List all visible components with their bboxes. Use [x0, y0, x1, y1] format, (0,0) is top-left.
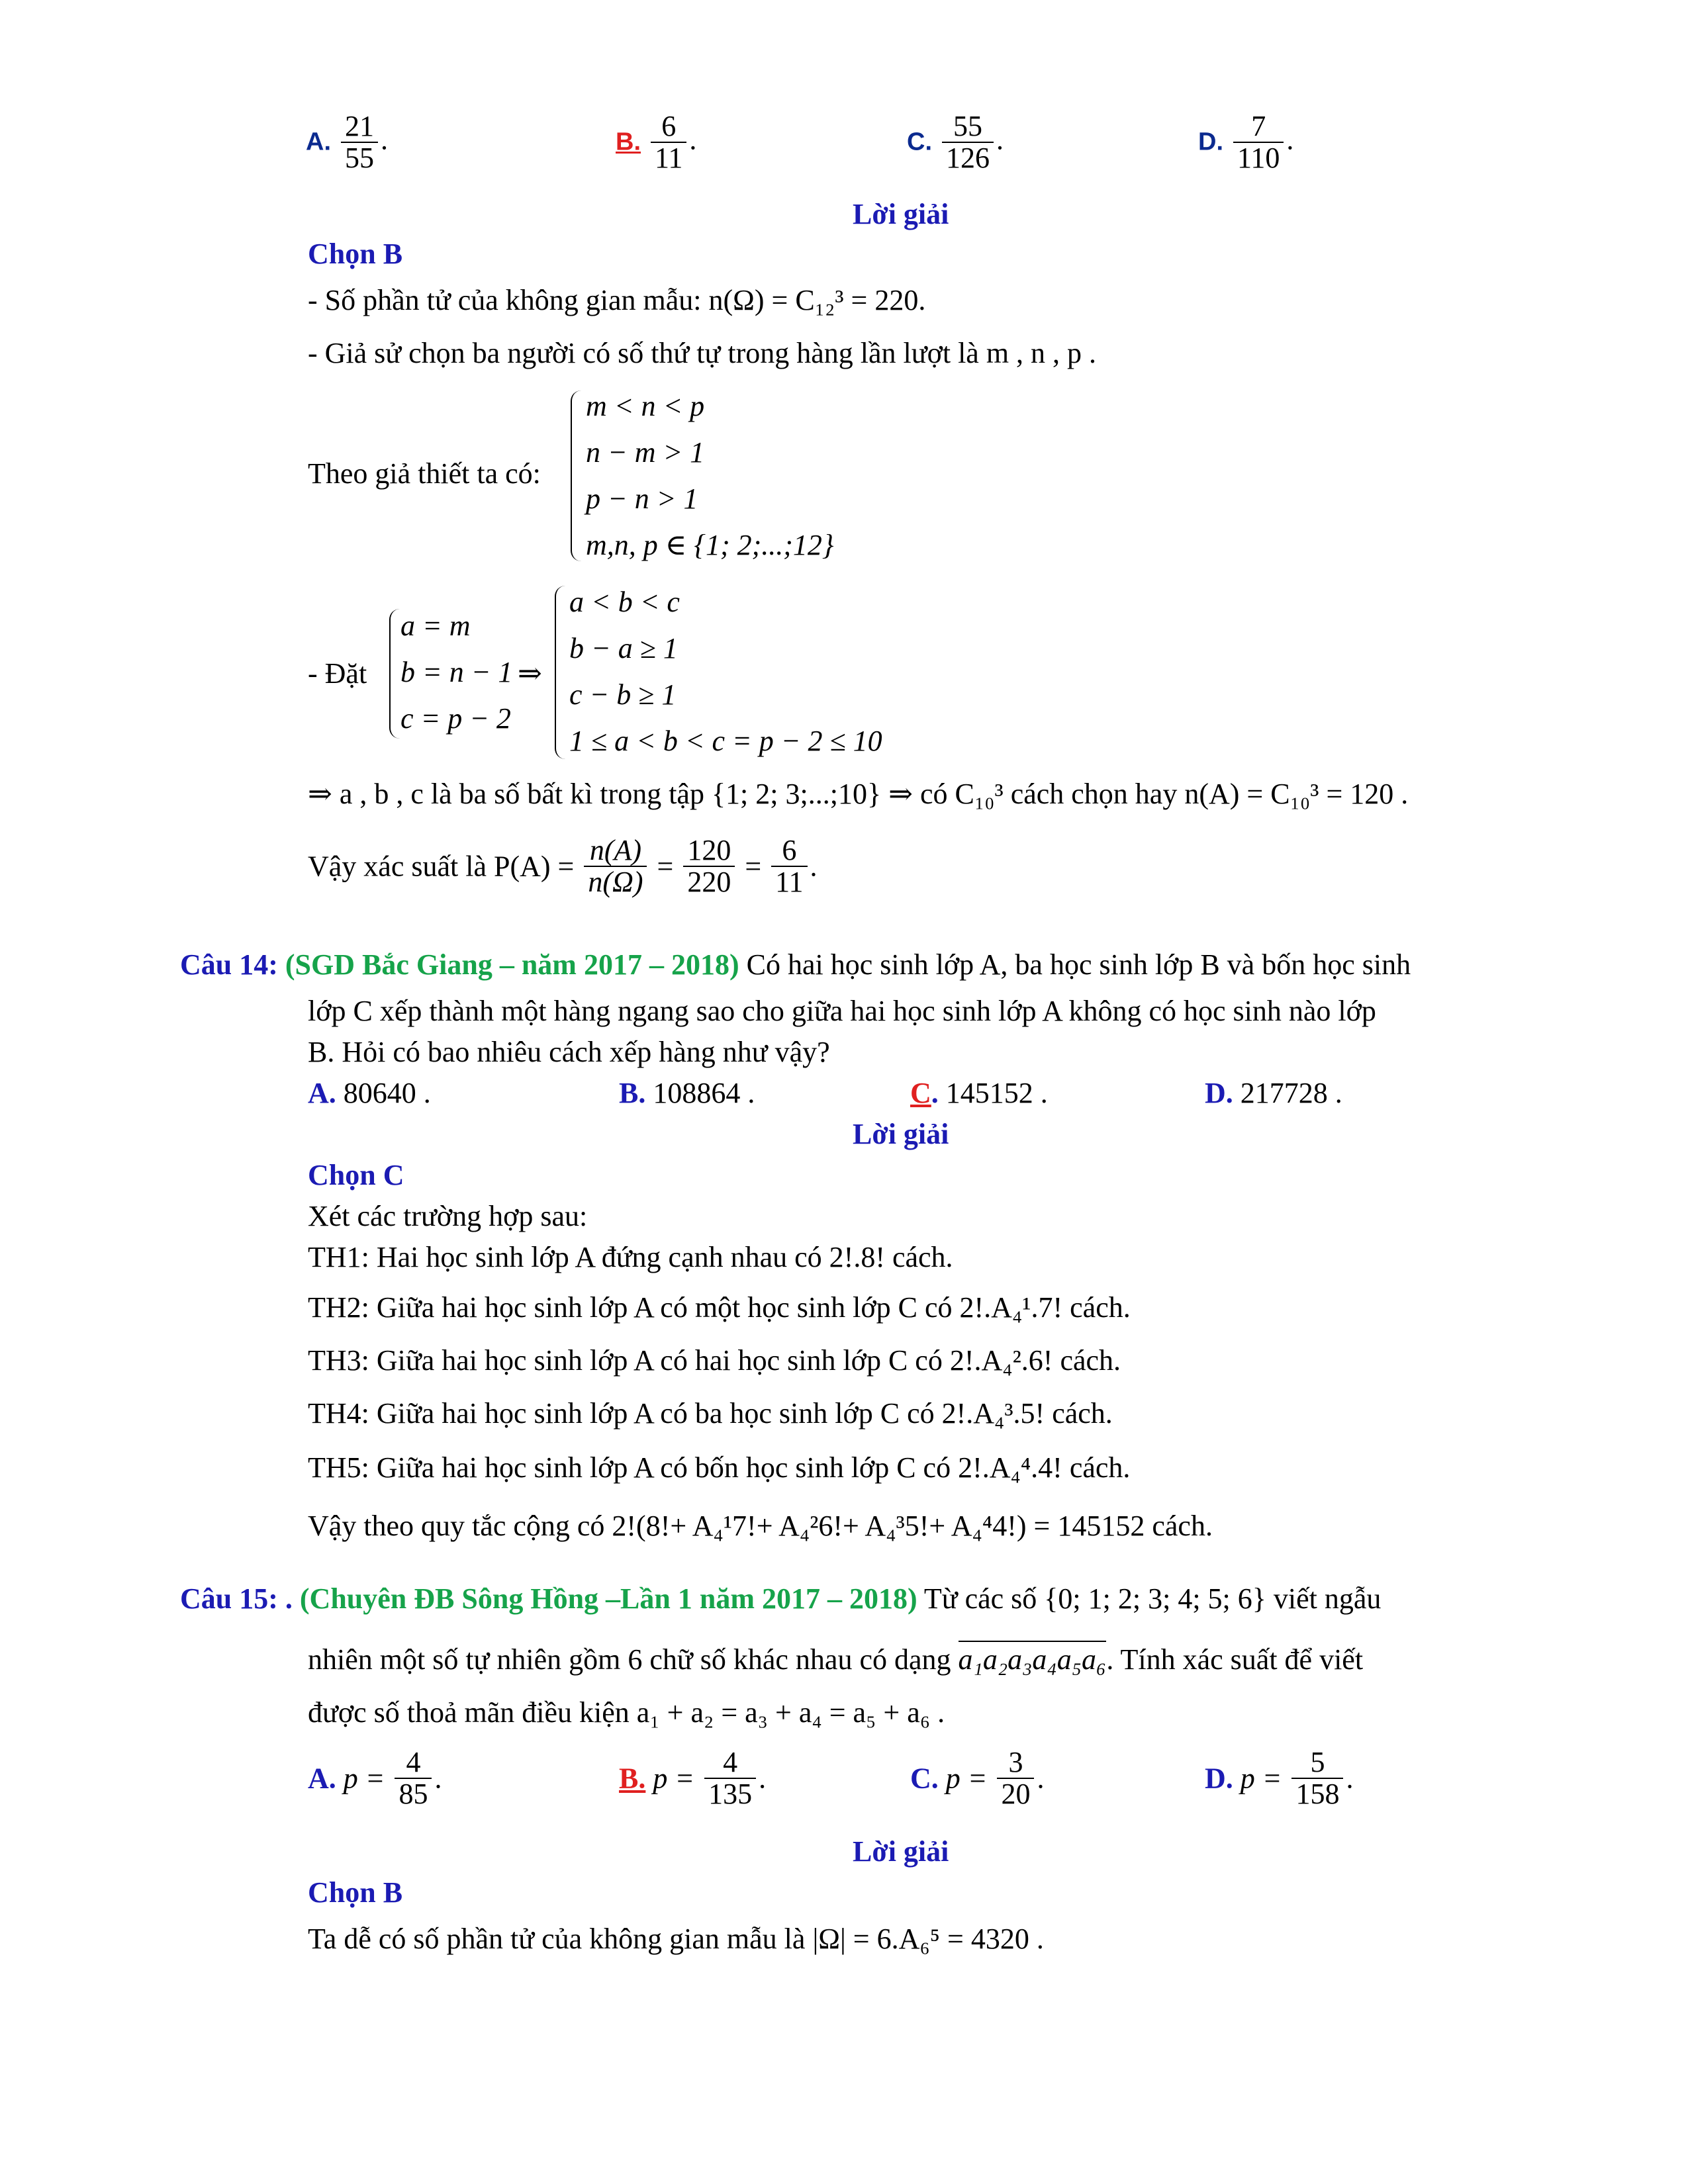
q14-option-c [910, 1076, 1048, 1110]
question-text: Có hai học sinh lớp A, ba học sinh lớp B và bốn học sinh [746, 948, 1411, 981]
q14-case-5: TH5: Giữa hai học sinh lớp A có bốn học sinh lớp C có 2!.A₄⁴.4! cách. [308, 1451, 1131, 1484]
option-letter: A. [308, 1762, 336, 1795]
text-segment: nhiên một số tự nhiên gồm 6 chữ số khác nhau có dạng [308, 1643, 951, 1676]
q13-line3: ⇒ a , b , c là ba số bất kì trong tập {1; 2; 3;...;10} ⇒ có C₁₀³ cách chọn hay n(A) = C₁₀³ = 120 . [308, 778, 1409, 810]
system-line: c = p − 2 [400, 702, 511, 735]
q14-case-3: TH3: Giữa hai học sinh lớp A có hai học sinh lớp C có 2!.A₄².6! cách. [308, 1344, 1121, 1377]
q13-solution-title: Lời giải [853, 198, 949, 230]
numerator: 55 [942, 111, 994, 143]
system-line: p − n > 1 [586, 482, 698, 515]
q14-cases-intro: Xét các trường hợp sau: [308, 1200, 588, 1232]
option-letter: D. [1205, 1762, 1233, 1795]
q13-set-label: - Đặt [308, 657, 367, 690]
q13-line2: - Giả sử chọn ba người có số thứ tự trong hàng lần lượt là m , n , p . [308, 337, 1097, 369]
q15-text-line2 [308, 1643, 1363, 1676]
option-letter: C. [910, 1762, 939, 1795]
question-label: Câu 15: . [180, 1582, 293, 1615]
numerator: n(A) [584, 835, 647, 867]
q14-total: Vậy theo quy tắc cộng có 2!(8!+ A₄¹7!+ A₄²6!+ A₄³5!+ A₄⁴4!) = 145152 cách. [308, 1510, 1213, 1542]
q15-option-b: B. p = $\frac{4}{135}$ . [619, 1746, 767, 1811]
q14-case-2: TH2: Giữa hai học sinh lớp A có một học sinh lớp C có 2!.A₄¹.7! cách. [308, 1291, 1131, 1324]
numerator: 5 [1291, 1747, 1343, 1779]
denominator: 220 [687, 866, 731, 899]
denominator: 135 [708, 1778, 753, 1811]
denominator: 55 [345, 142, 374, 175]
q15-option-c: C. p = $\frac{3}{20}$ . [910, 1746, 1045, 1811]
q13-probability: Vậy xác suất là P(A) = $\frac{n(A)}{n(\Omega)}$ = $\frac{120}{220}$ = $\frac{6}{11}$ . [308, 834, 818, 899]
option-letter-correct: B. [619, 1762, 646, 1795]
q13-option-b: B. $\frac{6}{11}$ . [616, 110, 697, 175]
option-letter: D. [1198, 128, 1223, 156]
numerator: 4 [704, 1747, 756, 1779]
option-letter: A. [308, 1077, 336, 1109]
option-letter: D. [1205, 1077, 1233, 1109]
numerator: 6 [651, 111, 686, 143]
q13-assume-label: Theo giả thiết ta có: [308, 457, 541, 490]
q15-option-d: D. p = $\frac{5}{158}$ . [1205, 1746, 1354, 1811]
q13-option-a: A. $\frac{21}{55}$ . [306, 110, 388, 175]
q15-solution-title: Lời giải [853, 1835, 949, 1868]
left-brace [571, 390, 584, 561]
option-letter: B. [619, 1077, 646, 1109]
question-text: Từ các số {0; 1; 2; 3; 4; 5; 6} viết ngẫu [923, 1582, 1382, 1615]
option-value: 145152 . [945, 1077, 1048, 1109]
q15-option-a: A. p = $\frac{4}{85}$ . [308, 1746, 442, 1811]
question-label: Câu 14: [180, 948, 278, 981]
overlined-number: a₁a₂a₃a₄a₅a₆ [959, 1641, 1107, 1676]
numerator: 4 [395, 1747, 432, 1779]
text-segment: . Tính xác suất để viết [1106, 1643, 1364, 1676]
q14-option-a [308, 1076, 431, 1110]
denominator: 20 [1001, 1778, 1031, 1811]
q14-text-line3: B. Hỏi có bao nhiêu cách xếp hàng như vậy? [308, 1036, 830, 1068]
option-prefix: p = [945, 1762, 988, 1795]
numerator: 120 [683, 835, 735, 867]
option-value: 80640 . [343, 1077, 431, 1109]
system-line: n − m > 1 [586, 436, 705, 469]
q14-solution-title: Lời giải [853, 1118, 949, 1150]
left-brace [555, 586, 568, 759]
q14-text-line2: lớp C xếp thành một hàng ngang sao cho giữa hai học sinh lớp A không có học sinh nào lớp [308, 995, 1376, 1027]
denominator: 126 [946, 142, 990, 175]
q14-option-b [619, 1076, 755, 1110]
system-line: m,n, p ∈ {1; 2;...;12} [586, 529, 834, 561]
q15-chosen: Chọn B [308, 1876, 403, 1909]
q15-line1: Ta dễ có số phần tử của không gian mẫu là |Ω| = 6.A₆⁵ = 4320 . [308, 1923, 1044, 1955]
numerator: 21 [341, 111, 378, 143]
system-line: 1 ≤ a < b < c = p − 2 ≤ 10 [569, 725, 882, 757]
option-prefix: p = [1240, 1762, 1282, 1795]
option-prefix: p = [343, 1762, 385, 1795]
option-letter: C. [907, 128, 932, 156]
denominator: 11 [655, 142, 683, 175]
option-prefix: p = [653, 1762, 695, 1795]
denominator: 85 [399, 1778, 428, 1811]
question-source: (SGD Bắc Giang – năm 2017 – 2018) [285, 948, 739, 981]
option-letter-correct: C [910, 1077, 931, 1109]
system-line: b − a ≥ 1 [569, 632, 678, 664]
q14-chosen: Chọn C [308, 1159, 404, 1191]
implies-arrow: ⇒ [518, 657, 542, 690]
numerator: 6 [771, 835, 807, 867]
question-source: (Chuyên ĐB Sông Hồng –Lần 1 năm 2017 – 2018) [299, 1582, 917, 1615]
q15-header [180, 1582, 1381, 1615]
system-line: m < n < p [586, 390, 705, 422]
denominator: 110 [1237, 142, 1280, 175]
q13-option-c: C. $\frac{55}{126}$ . [907, 110, 1004, 175]
denominator: 11 [775, 866, 804, 899]
q14-case-4: TH4: Giữa hai học sinh lớp A có ba học sinh lớp C có 2!.A₄³.5! cách. [308, 1397, 1113, 1430]
system-line: a = m [400, 610, 471, 642]
q14-header [180, 948, 1411, 981]
option-letter: A. [306, 128, 331, 156]
q13-line1: - Số phần tử của không gian mẫu: n(Ω) = C₁₂³ = 220. [308, 284, 926, 316]
q14-option-d [1205, 1076, 1342, 1110]
q14-case-1: TH1: Hai học sinh lớp A đứng cạnh nhau có 2!.8! cách. [308, 1241, 953, 1273]
q13-chosen: Chọn B [308, 238, 403, 270]
system-line: c − b ≥ 1 [569, 678, 677, 711]
q13-option-d: D. $\frac{7}{110}$ . [1198, 110, 1294, 175]
numerator: 3 [997, 1747, 1034, 1779]
denominator: 158 [1295, 1778, 1340, 1811]
left-brace [389, 609, 401, 739]
system-line: b = n − 1 [400, 656, 513, 688]
system-line: a < b < c [569, 586, 680, 618]
numerator: 7 [1233, 111, 1284, 143]
denominator: n(Ω) [588, 866, 643, 899]
q15-text-line3: được số thoả mãn điều kiện a₁ + a₂ = a₃ + a₄ = a₅ + a₆ . [308, 1696, 945, 1729]
option-value: 108864 . [653, 1077, 755, 1109]
prob-prefix: Vậy xác suất là P(A) = [308, 850, 575, 883]
option-value: 217728 . [1240, 1077, 1342, 1109]
option-dot: . [931, 1077, 939, 1109]
option-letter-correct: B. [616, 128, 641, 156]
